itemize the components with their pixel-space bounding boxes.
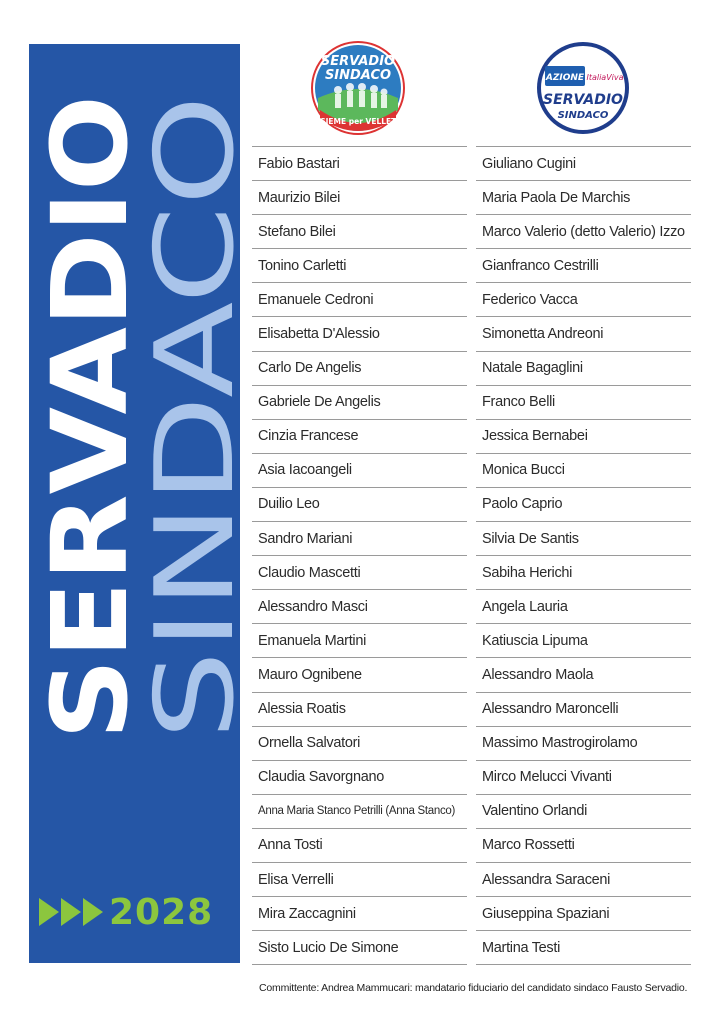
svg-text:ItaliaViva: ItaliaViva [586, 73, 624, 82]
svg-text:SINDACO: SINDACO [557, 110, 609, 121]
candidate-row: Mauro Ognibene [252, 657, 467, 691]
candidate-row: Alessia Roatis [252, 692, 467, 726]
candidate-row: Maria Paola De Marchis [476, 180, 691, 214]
candidate-list-right [476, 146, 691, 965]
svg-text:SINDACO: SINDACO [324, 68, 392, 83]
candidate-row: Duilio Leo [252, 487, 467, 521]
list-bottom-rule [476, 964, 691, 965]
candidate-row: Silvia De Santis [476, 521, 691, 555]
candidate-row: Maurizio Bilei [252, 180, 467, 214]
triple-arrow-icon [39, 898, 103, 926]
candidate-row: Alessandro Maola [476, 657, 691, 691]
candidate-row: Martina Testi [476, 930, 691, 964]
candidate-row: Carlo De Angelis [252, 351, 467, 385]
candidate-row: Stefano Bilei [252, 214, 467, 248]
banner-word-sindaco: SINDACO [133, 245, 258, 740]
candidate-row: Giuliano Cugini [476, 146, 691, 180]
candidate-row: Elisabetta D'Alessio [252, 316, 467, 350]
candidate-row: Federico Vacca [476, 282, 691, 316]
candidate-row: Alessandra Saraceni [476, 862, 691, 896]
logo-insieme-per-velletri [310, 40, 406, 136]
candidate-row: Sisto Lucio De Simone [252, 930, 467, 964]
candidate-row: Massimo Mastrogirolamo [476, 726, 691, 760]
candidate-row: Marco Valerio (detto Valerio) Izzo [476, 214, 691, 248]
candidate-row: Jessica Bernabei [476, 419, 691, 453]
candidate-row: Fabio Bastari [252, 146, 467, 180]
year-label: 2028 [109, 891, 214, 933]
candidate-row: Monica Bucci [476, 453, 691, 487]
candidate-row: Katiuscia Lipuma [476, 623, 691, 657]
candidate-row: Alessandro Masci [252, 589, 467, 623]
candidate-row: Anna Tosti [252, 828, 467, 862]
candidate-row: Alessandro Maroncelli [476, 692, 691, 726]
candidate-row: Giuseppina Spaziani [476, 896, 691, 930]
year-row [39, 892, 213, 932]
banner-word-servadio: SERVADIO [29, 146, 151, 740]
svg-text:INSIEME per VELLETRI: INSIEME per VELLETRI [311, 117, 405, 126]
candidate-row: Elisa Verrelli [252, 862, 467, 896]
candidate-row: Claudia Savorgnano [252, 760, 467, 794]
candidate-row: Mirco Melucci Vivanti [476, 760, 691, 794]
candidate-row: Tonino Carletti [252, 248, 467, 282]
candidate-row: Asia Iacoangeli [252, 453, 467, 487]
candidate-row: Simonetta Andreoni [476, 316, 691, 350]
candidate-row: Marco Rossetti [476, 828, 691, 862]
svg-text:SERVADIO: SERVADIO [320, 54, 396, 69]
candidate-row: Sabiha Herichi [476, 555, 691, 589]
candidate-list-left [252, 146, 467, 965]
svg-text:SERVADIO: SERVADIO [543, 92, 623, 108]
vertical-title [29, 44, 258, 774]
candidate-row: Sandro Mariani [252, 521, 467, 555]
candidate-row: Paolo Caprio [476, 487, 691, 521]
candidate-row: Emanuele Cedroni [252, 282, 467, 316]
footer-committente: Committente: Andrea Mammucari: mandatario fiduciario del candidato sindaco Fausto Servadio. [259, 982, 688, 994]
list-bottom-rule [252, 964, 467, 965]
candidate-row: Franco Belli [476, 385, 691, 419]
candidate-row: Mira Zaccagnini [252, 896, 467, 930]
candidate-row: Emanuela Martini [252, 623, 467, 657]
candidate-row: Gianfranco Cestrilli [476, 248, 691, 282]
candidate-row: Ornella Salvatori [252, 726, 467, 760]
candidate-row: Cinzia Francese [252, 419, 467, 453]
candidate-row: Natale Bagaglini [476, 351, 691, 385]
candidate-row: Angela Lauria [476, 589, 691, 623]
logo-azione-italia-viva [535, 40, 631, 136]
candidate-row: Claudio Mascetti [252, 555, 467, 589]
candidate-row: Anna Maria Stanco Petrilli (Anna Stanco) [252, 794, 467, 828]
candidate-row: Gabriele De Angelis [252, 385, 467, 419]
candidate-row: Valentino Orlandi [476, 794, 691, 828]
svg-text:AZIONE: AZIONE [545, 73, 585, 83]
side-banner [29, 44, 258, 963]
